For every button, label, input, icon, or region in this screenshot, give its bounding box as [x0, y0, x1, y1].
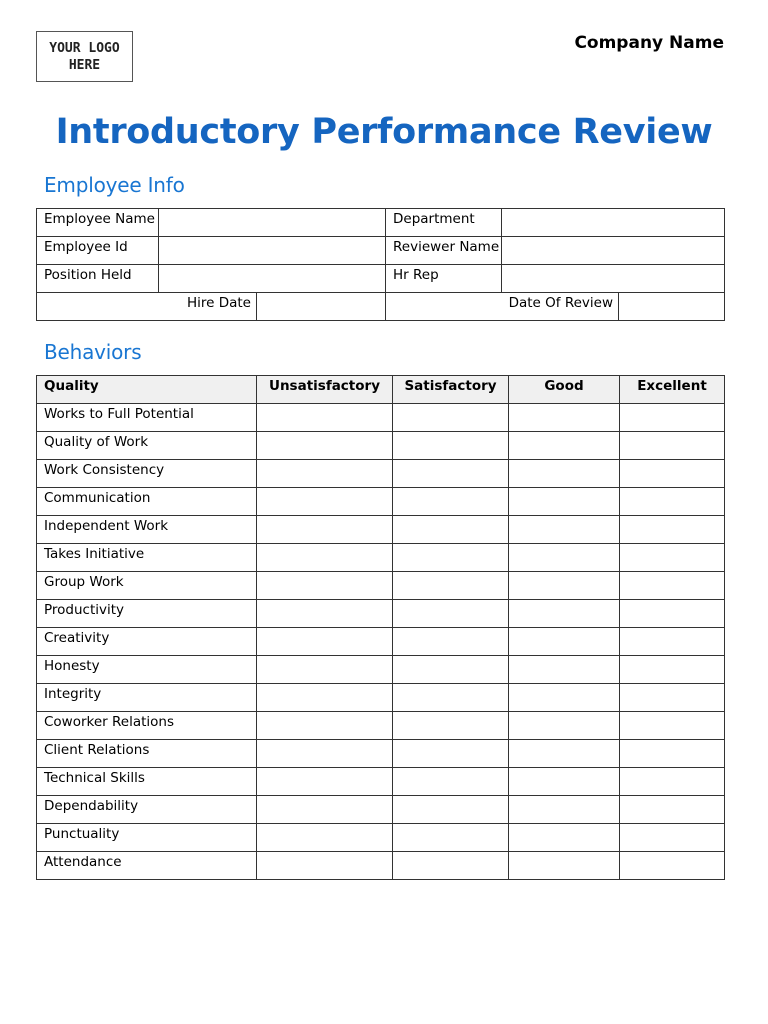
rating-cell-excellent[interactable]	[620, 600, 725, 628]
table-row	[37, 516, 725, 544]
behavior-label: Works to Full Potential	[37, 404, 257, 432]
logo-placeholder: YOUR LOGO HERE	[36, 31, 133, 82]
info-row-dates	[37, 293, 725, 321]
rating-cell-excellent[interactable]	[620, 432, 725, 460]
rating-cell-satisfactory[interactable]	[393, 516, 509, 544]
rating-cell-good[interactable]	[509, 404, 620, 432]
table-row	[37, 740, 725, 768]
rating-cell-good[interactable]	[509, 544, 620, 572]
behavior-label: Group Work	[37, 572, 257, 600]
behavior-label: Takes Initiative	[37, 544, 257, 572]
behavior-label: Independent Work	[37, 516, 257, 544]
reviewer-name-label: Reviewer Name	[386, 237, 502, 265]
rating-cell-satisfactory[interactable]	[393, 600, 509, 628]
date-of-review-label: Date Of Review	[386, 293, 619, 321]
rating-cell-excellent[interactable]	[620, 460, 725, 488]
rating-cell-unsatisfactory[interactable]	[257, 796, 393, 824]
column-header-satisfactory: Satisfactory	[393, 376, 509, 404]
rating-cell-unsatisfactory[interactable]	[257, 824, 393, 852]
rating-cell-unsatisfactory[interactable]	[257, 852, 393, 880]
behavior-label: Quality of Work	[37, 432, 257, 460]
rating-cell-unsatisfactory[interactable]	[257, 600, 393, 628]
rating-cell-unsatisfactory[interactable]	[257, 544, 393, 572]
rating-cell-unsatisfactory[interactable]	[257, 768, 393, 796]
info-row-employee-name	[37, 209, 725, 237]
rating-cell-excellent[interactable]	[620, 684, 725, 712]
table-row	[37, 852, 725, 880]
rating-cell-satisfactory[interactable]	[393, 684, 509, 712]
rating-cell-unsatisfactory[interactable]	[257, 656, 393, 684]
rating-cell-excellent[interactable]	[620, 824, 725, 852]
rating-cell-satisfactory[interactable]	[393, 824, 509, 852]
rating-cell-excellent[interactable]	[620, 768, 725, 796]
column-header-unsatisfactory: Unsatisfactory	[257, 376, 393, 404]
rating-cell-excellent[interactable]	[620, 572, 725, 600]
department-field[interactable]	[502, 209, 725, 237]
column-header-excellent: Excellent	[620, 376, 725, 404]
page-title: Introductory Performance Review	[55, 112, 713, 152]
rating-cell-satisfactory[interactable]	[393, 796, 509, 824]
rating-cell-satisfactory[interactable]	[393, 628, 509, 656]
employee-id-field[interactable]	[159, 237, 386, 265]
rating-cell-unsatisfactory[interactable]	[257, 572, 393, 600]
rating-cell-good[interactable]	[509, 656, 620, 684]
rating-cell-excellent[interactable]	[620, 628, 725, 656]
rating-cell-unsatisfactory[interactable]	[257, 628, 393, 656]
rating-cell-satisfactory[interactable]	[393, 404, 509, 432]
rating-cell-unsatisfactory[interactable]	[257, 712, 393, 740]
rating-cell-good[interactable]	[509, 796, 620, 824]
rating-cell-satisfactory[interactable]	[393, 768, 509, 796]
hire-date-field[interactable]	[257, 293, 386, 321]
behaviors-heading: Behaviors	[44, 340, 142, 364]
hire-date-label: Hire Date	[37, 293, 257, 321]
rating-cell-good[interactable]	[509, 740, 620, 768]
table-row	[37, 656, 725, 684]
rating-cell-satisfactory[interactable]	[393, 544, 509, 572]
table-row	[37, 628, 725, 656]
table-row	[37, 404, 725, 432]
table-row	[37, 796, 725, 824]
rating-cell-unsatisfactory[interactable]	[257, 460, 393, 488]
rating-cell-satisfactory[interactable]	[393, 712, 509, 740]
column-header-quality: Quality	[37, 376, 257, 404]
rating-cell-unsatisfactory[interactable]	[257, 684, 393, 712]
hr-rep-label: Hr Rep	[386, 265, 502, 293]
behavior-label: Dependability	[37, 796, 257, 824]
hr-rep-field[interactable]	[502, 265, 725, 293]
rating-cell-good[interactable]	[509, 712, 620, 740]
behaviors-table	[36, 375, 725, 880]
employee-info-heading: Employee Info	[44, 173, 185, 197]
employee-name-field[interactable]	[159, 209, 386, 237]
behavior-label: Honesty	[37, 656, 257, 684]
rating-cell-satisfactory[interactable]	[393, 656, 509, 684]
rating-cell-good[interactable]	[509, 572, 620, 600]
table-row	[37, 544, 725, 572]
reviewer-name-field[interactable]	[502, 237, 725, 265]
employee-name-label: Employee Name	[37, 209, 159, 237]
table-row	[37, 572, 725, 600]
rating-cell-excellent[interactable]	[620, 488, 725, 516]
rating-cell-unsatisfactory[interactable]	[257, 488, 393, 516]
position-held-label: Position Held	[37, 265, 159, 293]
rating-cell-good[interactable]	[509, 824, 620, 852]
rating-cell-good[interactable]	[509, 628, 620, 656]
rating-cell-excellent[interactable]	[620, 404, 725, 432]
rating-cell-satisfactory[interactable]	[393, 432, 509, 460]
behavior-label: Creativity	[37, 628, 257, 656]
rating-cell-good[interactable]	[509, 432, 620, 460]
rating-cell-good[interactable]	[509, 460, 620, 488]
rating-cell-good[interactable]	[509, 516, 620, 544]
column-header-good: Good	[509, 376, 620, 404]
date-of-review-field[interactable]	[619, 293, 725, 321]
rating-cell-excellent[interactable]	[620, 852, 725, 880]
table-row	[37, 684, 725, 712]
position-held-field[interactable]	[159, 265, 386, 293]
department-label: Department	[386, 209, 502, 237]
rating-cell-satisfactory[interactable]	[393, 488, 509, 516]
behavior-label: Integrity	[37, 684, 257, 712]
table-row	[37, 768, 725, 796]
behavior-label: Coworker Relations	[37, 712, 257, 740]
table-row	[37, 824, 725, 852]
table-row	[37, 600, 725, 628]
rating-cell-unsatisfactory[interactable]	[257, 404, 393, 432]
rating-cell-unsatisfactory[interactable]	[257, 740, 393, 768]
rating-cell-good[interactable]	[509, 488, 620, 516]
behavior-label: Attendance	[37, 852, 257, 880]
rating-cell-good[interactable]	[509, 852, 620, 880]
info-row-employee-id	[37, 237, 725, 265]
rating-cell-excellent[interactable]	[620, 656, 725, 684]
rating-cell-excellent[interactable]	[620, 516, 725, 544]
behavior-label: Work Consistency	[37, 460, 257, 488]
info-row-position-held	[37, 265, 725, 293]
rating-cell-satisfactory[interactable]	[393, 740, 509, 768]
rating-cell-satisfactory[interactable]	[393, 572, 509, 600]
company-name: Company Name	[574, 33, 724, 53]
table-row	[37, 488, 725, 516]
employee-info-table	[36, 208, 725, 321]
rating-cell-unsatisfactory[interactable]	[257, 516, 393, 544]
table-row	[37, 712, 725, 740]
rating-cell-unsatisfactory[interactable]	[257, 432, 393, 460]
rating-cell-good[interactable]	[509, 684, 620, 712]
rating-cell-satisfactory[interactable]	[393, 460, 509, 488]
rating-cell-excellent[interactable]	[620, 544, 725, 572]
behavior-label: Technical Skills	[37, 768, 257, 796]
behavior-label: Productivity	[37, 600, 257, 628]
rating-cell-good[interactable]	[509, 600, 620, 628]
behavior-label: Punctuality	[37, 824, 257, 852]
behavior-label: Client Relations	[37, 740, 257, 768]
behavior-label: Communication	[37, 488, 257, 516]
table-row	[37, 460, 725, 488]
rating-cell-excellent[interactable]	[620, 712, 725, 740]
rating-cell-satisfactory[interactable]	[393, 852, 509, 880]
behaviors-header-row	[37, 376, 725, 404]
rating-cell-good[interactable]	[509, 768, 620, 796]
employee-id-label: Employee Id	[37, 237, 159, 265]
rating-cell-excellent[interactable]	[620, 796, 725, 824]
table-row	[37, 432, 725, 460]
rating-cell-excellent[interactable]	[620, 740, 725, 768]
